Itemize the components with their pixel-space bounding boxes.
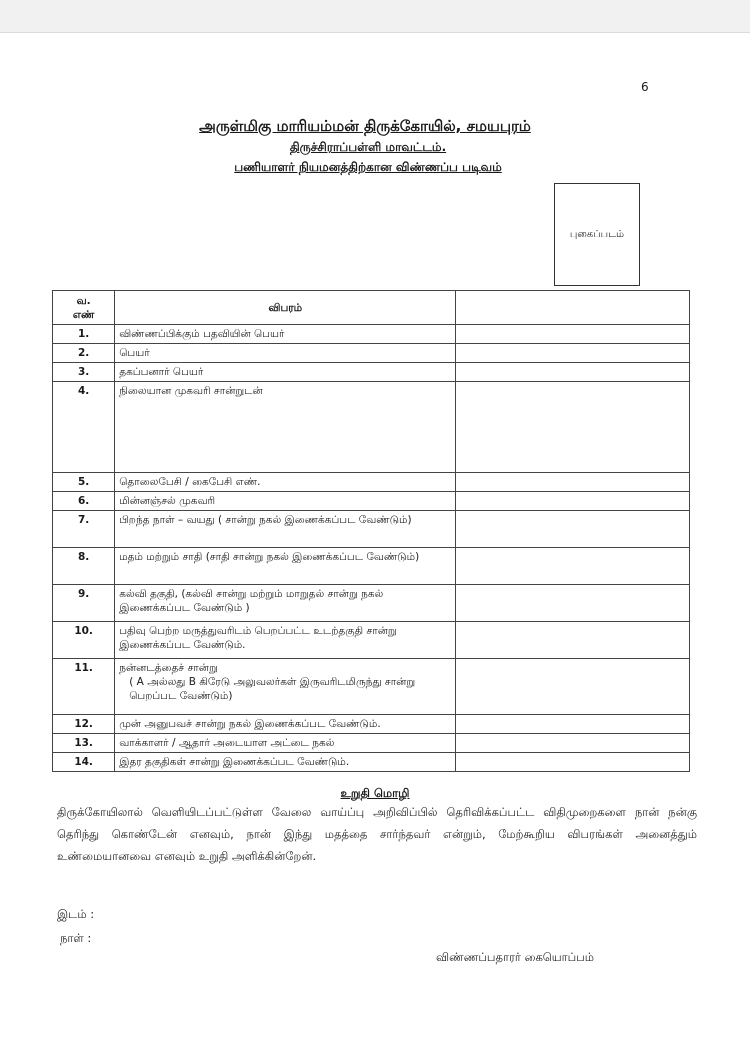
row-label: பிறந்த நாள் – வயது ( சான்று நகல் இணைக்கப்பட வேண்டும்) xyxy=(115,511,456,548)
viewer-top-band xyxy=(0,0,750,33)
row-value-field[interactable] xyxy=(456,622,690,659)
signature-label: விண்ணப்பதாரர் கையொப்பம் xyxy=(436,950,594,964)
page-number: 6 xyxy=(641,80,649,94)
row-number: 7. xyxy=(53,511,115,548)
row-number: 3. xyxy=(53,363,115,382)
table-row xyxy=(53,511,690,548)
photo-box xyxy=(554,183,640,286)
row-number: 14. xyxy=(53,753,115,772)
table-row xyxy=(53,382,690,473)
row-number: 10. xyxy=(53,622,115,659)
row-value-field[interactable] xyxy=(456,382,690,473)
table-row xyxy=(53,715,690,734)
table-row xyxy=(53,753,690,772)
row-value-field[interactable] xyxy=(456,511,690,548)
row-value-field[interactable] xyxy=(456,548,690,585)
row-number: 6. xyxy=(53,492,115,511)
table-row xyxy=(53,659,690,715)
row-number: 9. xyxy=(53,585,115,622)
row-label: நன்னடத்தைச் சான்று xyxy=(119,662,218,674)
table-header-row xyxy=(53,291,690,325)
table-row xyxy=(53,734,690,753)
row-value-field[interactable] xyxy=(456,363,690,382)
row-label: மதம் மற்றும் சாதி (சாதி சான்று நகல் இணைக்கப்பட வேண்டும்) xyxy=(115,548,456,585)
district-title: திருச்சிராப்பள்ளி மாவட்டம். xyxy=(289,140,447,154)
row-number: 4. xyxy=(53,382,115,473)
row-label: கல்வி தகுதி, (கல்வி சான்று மற்றும் மாறுதல் சான்று நகல் இணைக்கப்பட வேண்டும் ) xyxy=(115,585,456,622)
declaration-text: திருக்கோயிலால் வெளியிடப்பட்டுள்ள வேலை வாய்ப்பு அறிவிப்பில் தெரிவிக்கப்பட்ட விதிமுறைகளை நான் நன்கு தெரிந்து கொண்டேன் எனவும், நான் இந்து மதத்தை சார்ந்தவர் என்றும், மேற்கூறிய விபரங்கள் அனைத்தும் உண்மையானவை எனவும் உறுதி அளிக்கின்றேன். xyxy=(57,805,697,863)
declaration-title: உறுதி மொழி xyxy=(340,786,410,800)
row-number: 12. xyxy=(53,715,115,734)
application-table xyxy=(52,290,690,772)
row-number: 2. xyxy=(53,344,115,363)
row-label-group xyxy=(115,659,456,715)
table-row xyxy=(53,585,690,622)
table-row xyxy=(53,363,690,382)
date-label: நாள் : xyxy=(60,931,92,945)
table-row xyxy=(53,622,690,659)
row-number: 13. xyxy=(53,734,115,753)
row-value-field[interactable] xyxy=(456,325,690,344)
row-value-field[interactable] xyxy=(456,715,690,734)
details-header: விபரம் xyxy=(115,291,456,325)
table-row xyxy=(53,473,690,492)
place-label: இடம் : xyxy=(57,907,95,921)
temple-title: அருள்மிகு மாரியம்மன் திருக்கோயில், சமயபுரம் xyxy=(199,117,531,135)
value-header xyxy=(456,291,690,325)
row-value-field[interactable] xyxy=(456,734,690,753)
row-value-field[interactable] xyxy=(456,585,690,622)
row-sublabel: ( A அல்லது B கிரேடு அலுவலர்கள் இருவரிடமிருந்து சான்று பெறப்பட வேண்டும்) xyxy=(129,676,416,702)
row-number: 1. xyxy=(53,325,115,344)
table-row xyxy=(53,548,690,585)
row-label: பெயர் xyxy=(115,344,456,363)
row-number: 11. xyxy=(53,659,115,715)
row-value-field[interactable] xyxy=(456,659,690,715)
row-number: 5. xyxy=(53,473,115,492)
photo-label: புகைப்படம் xyxy=(569,228,625,240)
row-value-field[interactable] xyxy=(456,473,690,492)
form-title: பணியாளர் நியமனத்திற்கான விண்ணப்ப படிவம் xyxy=(234,160,502,174)
serial-header-line2: எண் xyxy=(72,308,95,321)
row-label: தொலைபேசி / கைபேசி எண். xyxy=(115,473,456,492)
row-label: பதிவு பெற்ற மருத்துவரிடம் பெறப்பட்ட உடற்தகுதி சான்று இணைக்கப்பட வேண்டும். xyxy=(115,622,456,659)
row-value-field[interactable] xyxy=(456,753,690,772)
row-label: நிலையான முகவரி சான்றுடன் xyxy=(115,382,456,473)
row-value-field[interactable] xyxy=(456,492,690,511)
row-label: வாக்காளர் / ஆதார் அடையாள அட்டை நகல் xyxy=(115,734,456,753)
row-label: முன் அனுபவச் சான்று நகல் இணைக்கப்பட வேண்டும். xyxy=(115,715,456,734)
table-row xyxy=(53,344,690,363)
row-label: இதர தகுதிகள் சான்று இணைக்கப்பட வேண்டும். xyxy=(115,753,456,772)
serial-header-line1: வ. xyxy=(76,294,91,307)
table-row xyxy=(53,492,690,511)
serial-number-header xyxy=(53,291,115,325)
row-value-field[interactable] xyxy=(456,344,690,363)
row-number: 8. xyxy=(53,548,115,585)
row-label: விண்ணப்பிக்கும் பதவியின் பெயர் xyxy=(115,325,456,344)
row-label: மின்னஞ்சல் முகவரி xyxy=(115,492,456,511)
table-row xyxy=(53,325,690,344)
row-label: தகப்பனார் பெயர் xyxy=(115,363,456,382)
